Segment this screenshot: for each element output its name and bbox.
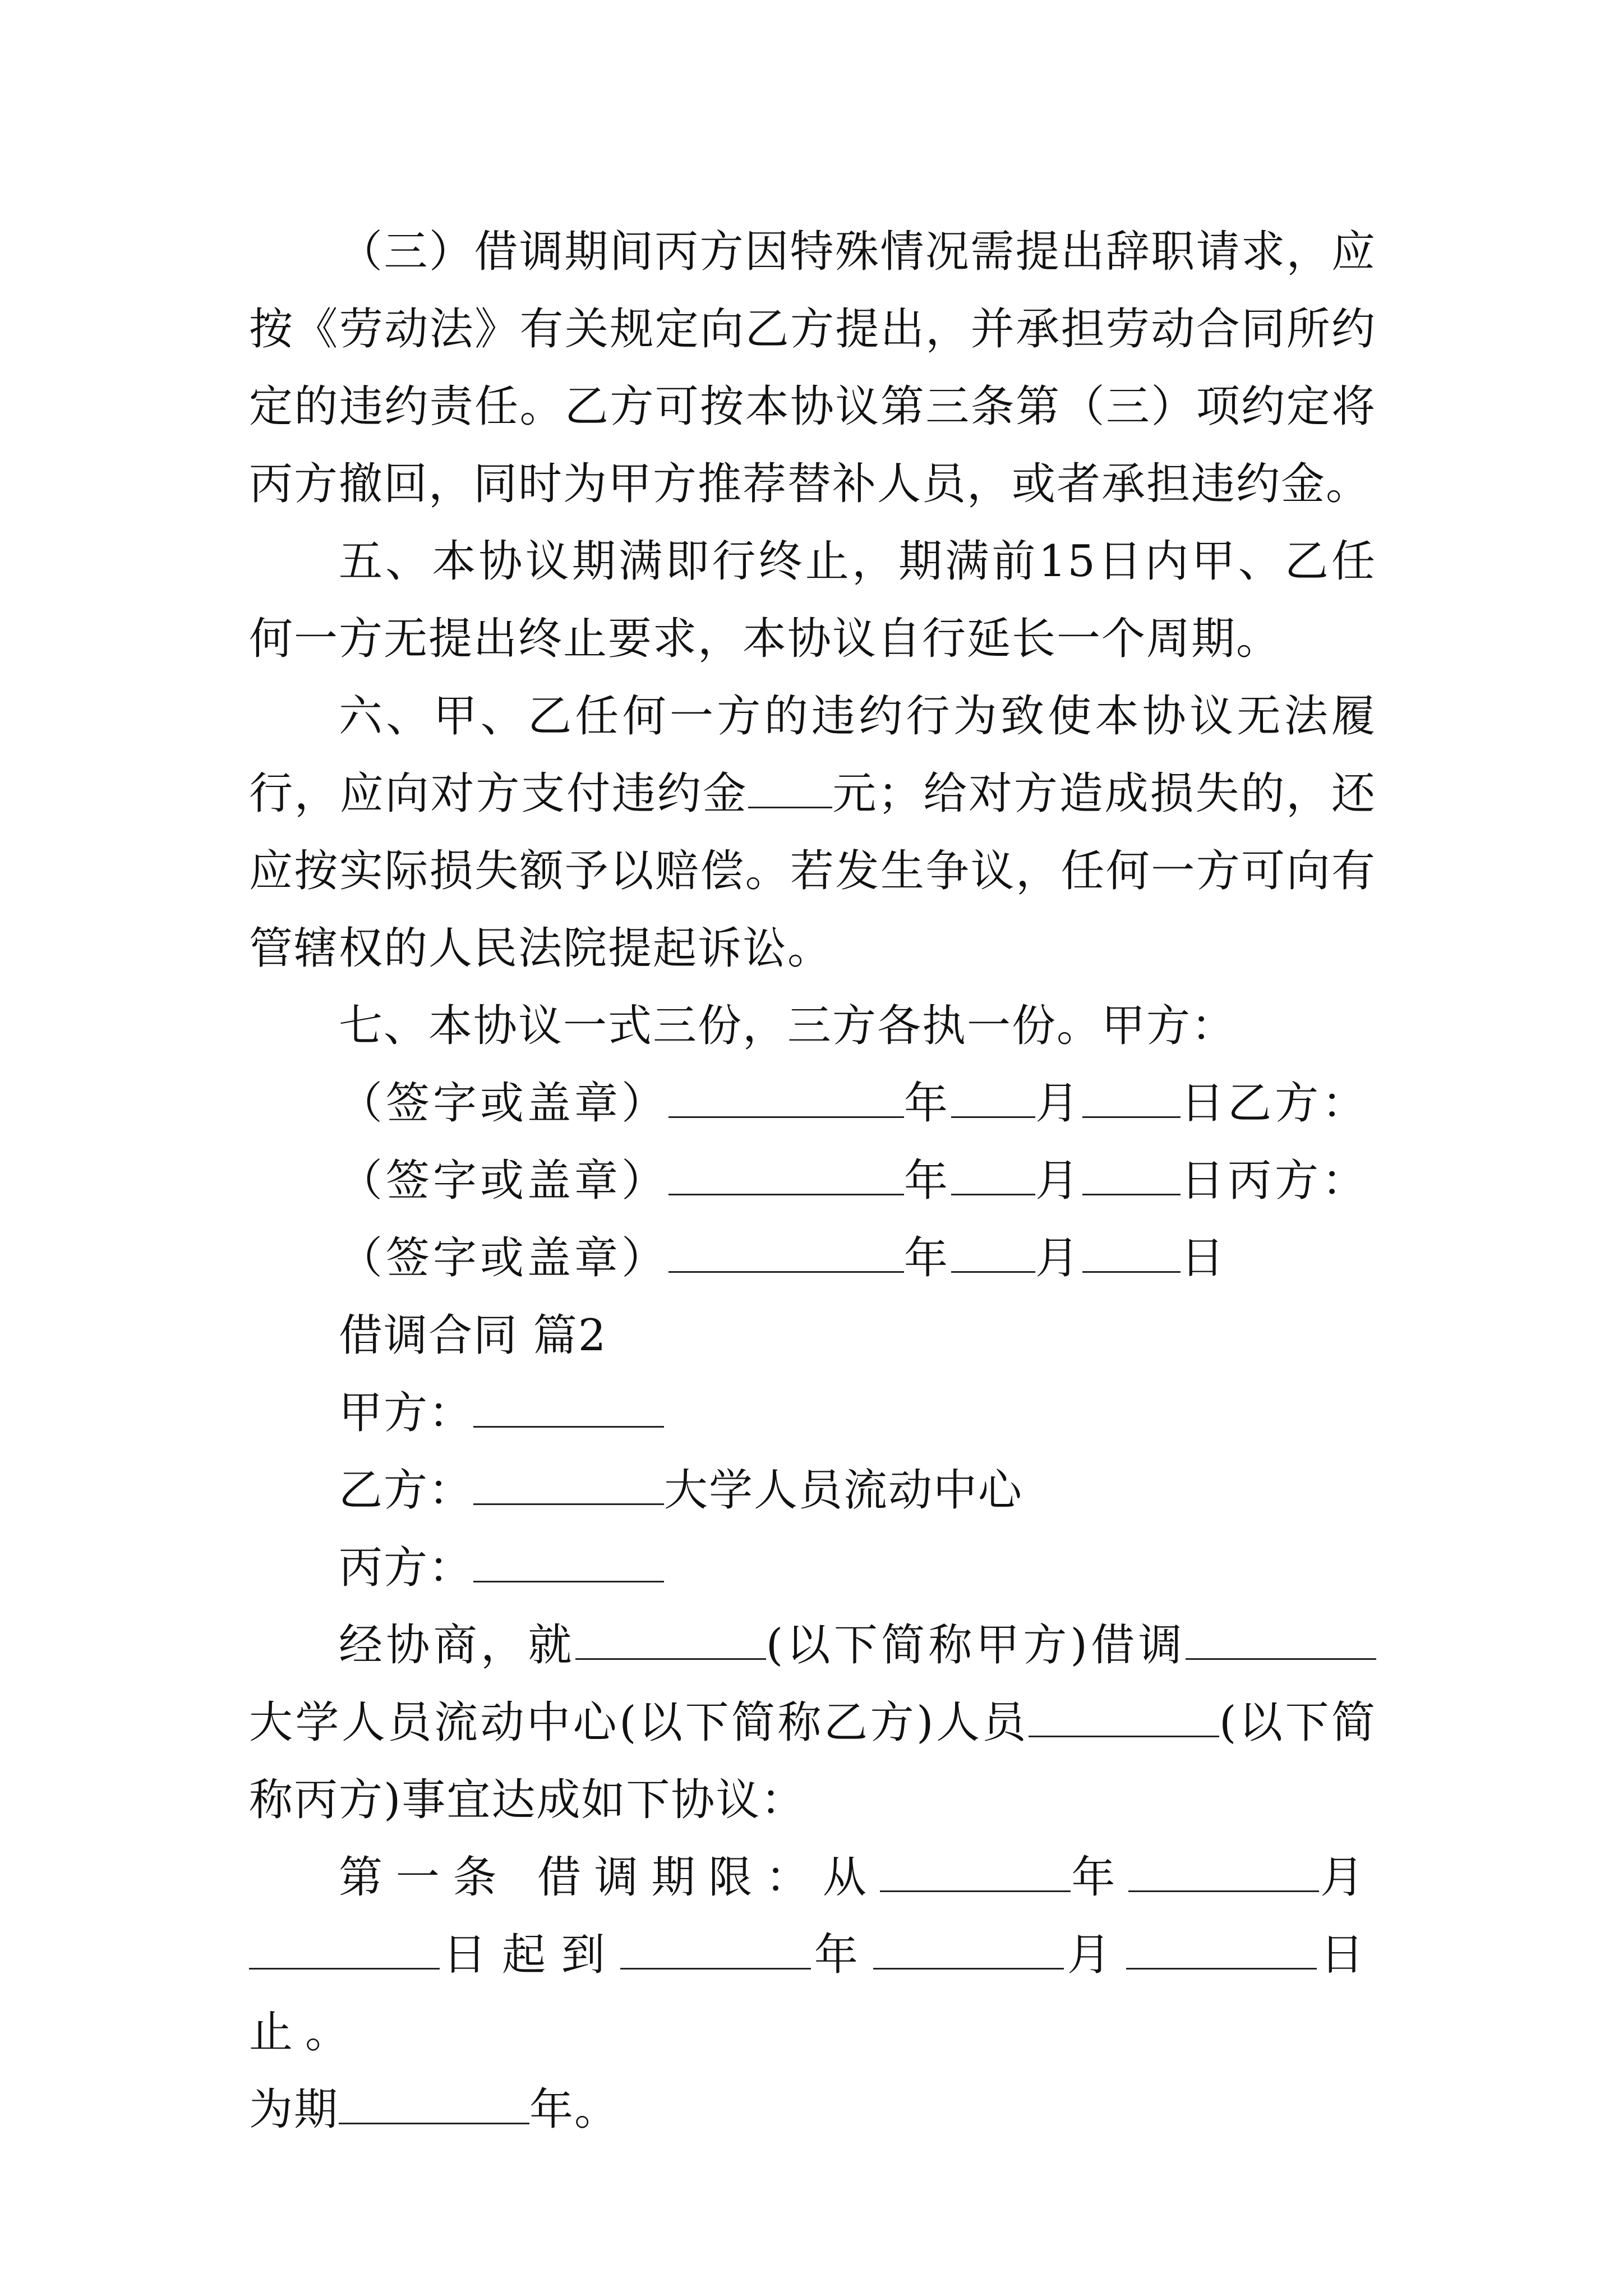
intro-text-1: 经协商，就: [339, 1620, 575, 1671]
month-blank[interactable]: [951, 1232, 1035, 1273]
month-blank[interactable]: [951, 1154, 1035, 1195]
intro-text-3: 大学人员流动中心(以下简称乙方)人员: [249, 1697, 1029, 1748]
start-month-blank[interactable]: [1128, 1851, 1319, 1892]
paragraph-period: [249, 2071, 1376, 2148]
penalty-amount-blank[interactable]: [748, 767, 832, 808]
party-c-label: 丙方：: [339, 1543, 474, 1593]
intro-text-2: (以下简称甲方)借调: [766, 1620, 1186, 1671]
day-label: 日: [1181, 1233, 1228, 1283]
party-a-label: 甲方：: [339, 1388, 474, 1438]
end-day-blank[interactable]: [1126, 1929, 1317, 1970]
section-2-title: 借调合同 篇2: [339, 1310, 607, 1361]
end-year-blank[interactable]: [620, 1929, 811, 1970]
start-day-blank[interactable]: [249, 1929, 440, 1970]
document-body: [249, 213, 1376, 2148]
period-label: 为期: [249, 2085, 339, 2135]
end-month-blank[interactable]: [873, 1929, 1064, 1970]
signature-line-1: [249, 1065, 1376, 1142]
intro-university-blank[interactable]: [1186, 1619, 1376, 1660]
party-a-blank[interactable]: [473, 1387, 664, 1428]
day-blank[interactable]: [1082, 1154, 1181, 1195]
from-label: 日起到: [440, 1930, 621, 1980]
year-label: 年: [811, 1930, 874, 1980]
signature-blank[interactable]: [668, 1077, 904, 1118]
paragraph-resignation: （三）借调期间丙方因特殊情况需提出辞职请求，应按《劳动法》有关规定向乙方提出，并承担劳动合同所约定的违约责任。乙方可按本协议第三条第（三）项约定将丙方撤回，同时为甲方推荐替补人员，或者承担违约金。: [249, 227, 1376, 509]
paragraph-article-6: [249, 678, 1376, 987]
signature-line-2: [249, 1142, 1376, 1220]
party-b-blank[interactable]: [473, 1464, 664, 1505]
month-label: 月: [1064, 1930, 1127, 1980]
intro-text-4: (以下简称丙方)事宜达成如下协议：: [249, 1697, 1376, 1825]
party-b-line: [249, 1452, 1376, 1529]
signature-blank[interactable]: [668, 1154, 904, 1195]
article-6-text-b: 元；给对方造成损失的，还应按实际损失额予以赔偿。若发生争议，任何一方可向有管辖权的人民法院提起诉讼。: [249, 769, 1376, 974]
end-label: 日止。: [249, 1930, 1376, 2058]
year-label: 年: [904, 1156, 952, 1206]
party-b-suffix: 大学人员流动中心: [664, 1465, 1023, 1516]
intro-party-c-blank[interactable]: [1029, 1696, 1219, 1737]
sign-label: （签字或盖章）: [339, 1156, 669, 1206]
month-label: 月: [1035, 1233, 1083, 1283]
day-label: 日乙方：: [1181, 1078, 1370, 1129]
article-1-label: 第一条 借调期限：从: [339, 1852, 880, 1903]
period-years-blank[interactable]: [339, 2083, 529, 2124]
party-b-label: 乙方：: [339, 1465, 474, 1516]
month-label: 月: [1319, 1852, 1376, 1903]
party-a-line: [249, 1374, 1376, 1452]
intro-party-a-blank[interactable]: [575, 1619, 766, 1660]
party-c-blank[interactable]: [473, 1542, 664, 1582]
article-6-text-a: 六、甲、乙任何一方的违约行为致使本协议无法履行，应向对方支付违约金: [249, 691, 1376, 819]
signature-line-3: [249, 1220, 1376, 1297]
day-label: 日丙方：: [1181, 1156, 1370, 1206]
paragraph-article-5: 五、本协议期满即行终止，期满前15日内甲、乙任何一方无提出终止要求，本协议自行延长一个周期。: [249, 536, 1376, 664]
day-blank[interactable]: [1082, 1232, 1181, 1273]
year-label: 年: [904, 1233, 952, 1283]
month-label: 月: [1035, 1078, 1083, 1129]
day-blank[interactable]: [1082, 1077, 1181, 1118]
start-year-blank[interactable]: [880, 1851, 1071, 1892]
period-unit: 年。: [529, 2085, 620, 2135]
month-blank[interactable]: [951, 1077, 1035, 1118]
sign-label: （签字或盖章）: [339, 1078, 669, 1129]
party-c-line: [249, 1529, 1376, 1607]
month-label: 月: [1035, 1156, 1083, 1206]
year-label: 年: [904, 1078, 952, 1129]
sign-label: （签字或盖章）: [339, 1233, 669, 1283]
paragraph-article-1: [249, 1839, 1376, 2071]
year-label: 年: [1070, 1852, 1129, 1903]
paragraph-intro: [249, 1607, 1376, 1839]
signature-blank[interactable]: [668, 1232, 904, 1273]
paragraph-article-7: 七、本协议一式三份，三方各执一份。甲方：: [339, 1001, 1237, 1051]
